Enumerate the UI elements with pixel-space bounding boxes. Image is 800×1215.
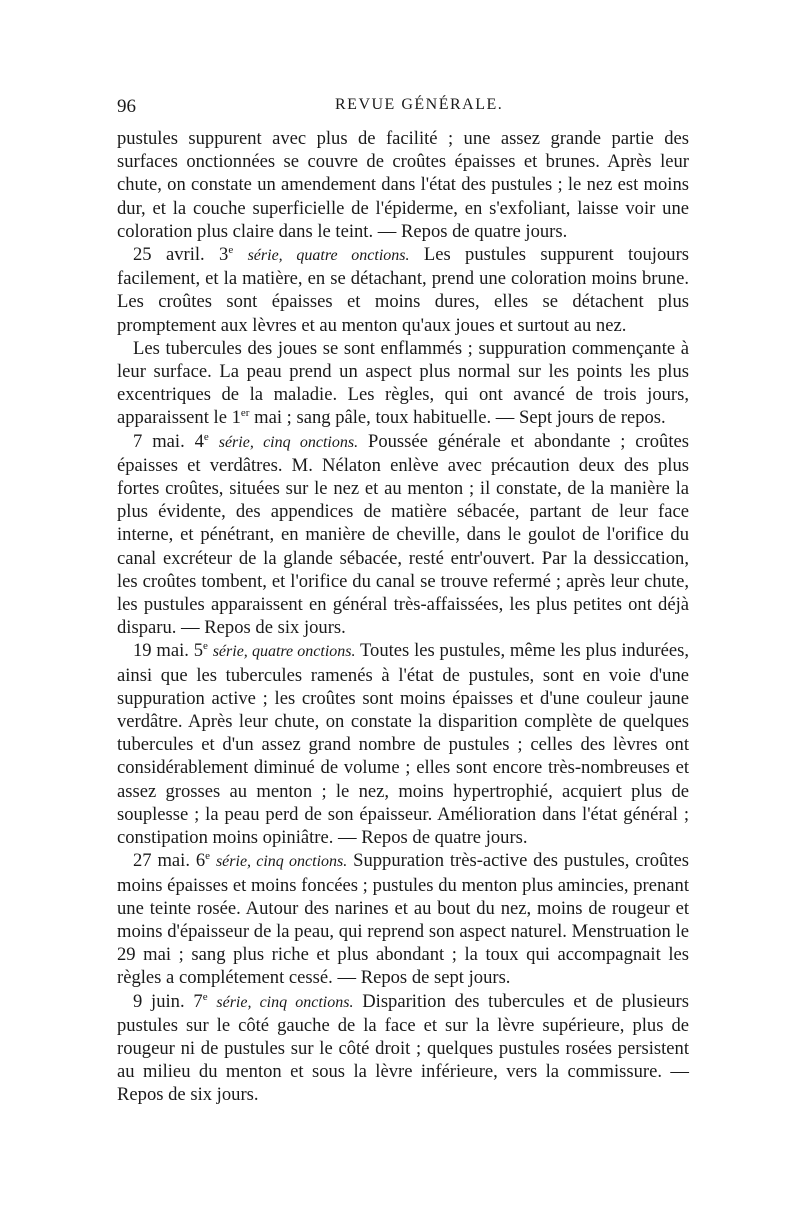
entry-19-mai	[117, 639, 689, 849]
paragraph-text-end: mai ; sang pâle, toux habituelle. — Sept jours de repos.	[249, 407, 666, 429]
serie-label: série, cinq onctions.	[218, 433, 359, 451]
entry-date: 19 mai.	[133, 640, 189, 662]
running-header	[117, 96, 689, 122]
serie-label: série, quatre onctions.	[212, 643, 356, 661]
serie-sup: e	[205, 850, 211, 863]
serie-number: 3	[219, 244, 229, 266]
entry-25-avril	[117, 243, 689, 337]
paragraph-text: Les tubercules des joues se sont enflammés ; suppuration commençante à leur surface. La peau prend un aspect plus normal sur les points les plus excentriques de la maladie. Les règles, qui ont avancé de trois jours, apparaissent le 1	[117, 337, 689, 429]
date-sup: er	[240, 407, 250, 420]
paragraph-text: Suppuration très-active des pustules, croûtes moins épaisses et moins foncées ; pustules du menton plus amincies, prenant une teinte rosée. Autour des narines et au bout du nez, moins de rougeur et moins d'épaisseur de la peau, qui reprend son aspect naturel. Menstruation le 29 mai ; sang plus riche et plus abondant ; la toux qui accompagnait les règles a complétement cessé. — Repos de sept jours.	[117, 850, 689, 989]
serie-sup: e	[202, 990, 208, 1003]
paragraph-text: Disparition des tubercules et de plusieurs pustules sur le côté gauche de la face et sur la lèvre supérieure, plus de rougeur ni de pustules sur le côté droit ; quelques pustules rosées persistent au milieu du menton et sous la lèvre inférieure, vers la commissure. — Repos de six jours.	[117, 990, 689, 1106]
entry-27-mai	[117, 849, 689, 989]
running-title: REVUE GÉNÉRALE.	[335, 96, 504, 113]
paragraph-text: pustules suppurent avec plus de facilité ; une assez grande partie des surfaces onctionnées se couvre de croûtes épaisses et brunes. Après leur chute, on constate un amendement dans l'état des pustules ; le nez est moins dur, et la couche superficielle de l'épiderme, en s'exfoliant, laisse voir une coloration plus claire dans le teint. — Repos de quatre jours.	[117, 128, 689, 242]
serie-sup: e	[228, 243, 234, 256]
entry-date: 9 juin.	[133, 990, 185, 1012]
serie-number: 7	[193, 990, 203, 1012]
paragraph-text: Poussée générale et abondante ; croûtes épaisses et verdâtres. M. Nélaton enlève avec précaution deux des plus fortes croûtes, situées sur le nez et au menton ; il constate, de la manière la plus évidente, des appendices de matière sébacée, partant de leur face interne, et pénétrant, en manière de cheville, dans le goulot de l'orifice du canal excréteur de la glande sébacée, resté entr'ouvert. Par la dessiccation, les croûtes tombent, et l'orifice du canal se trouve refermé ; après leur chute, les pustules apparaissent en général très-affaissées, les plus petites ont déjà disparu. — Repos de six jours.	[117, 430, 690, 639]
paragraph-continuation	[117, 127, 689, 243]
serie-sup: e	[203, 430, 209, 443]
entry-7-mai	[117, 430, 689, 640]
entry-date: 25 avril.	[133, 244, 205, 266]
entry-date: 7 mai.	[133, 430, 185, 452]
serie-number: 5	[193, 640, 204, 662]
paragraph-text: Les pustules suppurent toujours facilement, et la matière, en se détachant, prend une coloration moins brune. Les croûtes sont épaisses et moins dures, elles se détachent plus promptement aux lèvres et au menton qu'aux joues et surtout au nez.	[117, 244, 689, 336]
serie-label: série, cinq onctions.	[215, 853, 348, 871]
serie-label: série, quatre onctions.	[247, 247, 410, 265]
entry-date: 27 mai.	[133, 850, 190, 872]
paragraph-text: Toutes les pustules, même les plus indurées, ainsi que les tubercules ramenés à l'état de pustules, sont en voie d'une suppuration active ; les croûtes sont moins épaisses et d'une couleur jaune verdâtre. Après leur chute, on constate la disparition complète de quelques tubercules et d'un assez grand nombre de pustules ; celles des lèvres ont considérablement diminué de volume ; elles sont encore très-nombreuses et assez grosses au menton ; le nez, moins hypertrophié, acquiert plus de souplesse ; la peau perd de son épaisseur. Amélioration dans l'état général ; constipation moins opiniâtre. — Repos de quatre jours.	[117, 640, 690, 849]
serie-number: 4	[194, 430, 204, 452]
serie-sup: e	[203, 640, 208, 653]
serie-label: série, cinq onctions.	[216, 993, 354, 1011]
page-number: 96	[117, 96, 136, 117]
paragraph-tubercules	[117, 337, 689, 430]
body-text	[117, 127, 689, 1107]
serie-number: 6	[195, 850, 206, 872]
entry-9-juin	[117, 990, 689, 1107]
